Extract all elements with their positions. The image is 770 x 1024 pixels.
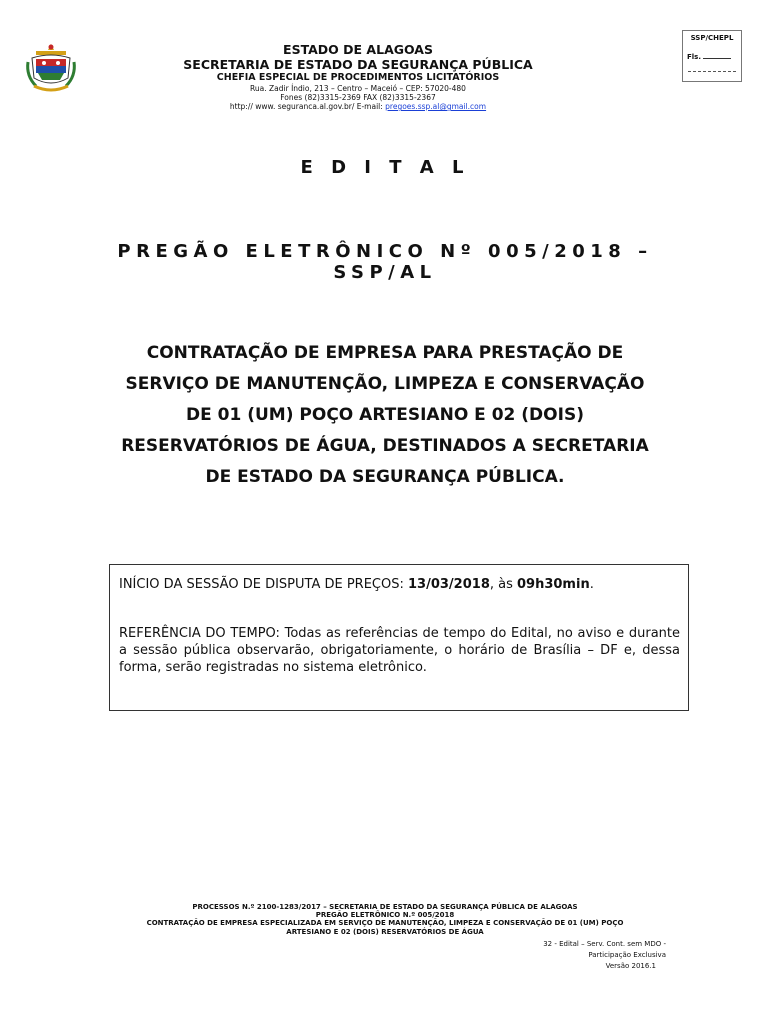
footer-pregao: PREGÃO ELETRÔNICO N.º 005/2018 — [315, 911, 455, 919]
pregao-title-line1: PREGÃO ELETRÔNICO Nº 005/2018 – — [117, 241, 653, 262]
session-start-label: INÍCIO DA SESSÃO DE DISPUTA DE PREÇOS: — [119, 577, 408, 592]
footer-version-line1: 32 - Edital – Serv. Cont. sem MDO - — [543, 940, 666, 948]
footer-version-line3: Versão 2016.1 — [605, 962, 656, 970]
header-phones: Fones (82)3315-2369 FAX (82)3315-2367 — [280, 93, 436, 102]
stamp-signature-line — [688, 71, 736, 72]
header-department: CHEFIA ESPECIAL DE PROCEDIMENTOS LICITATÓRIOS — [216, 72, 500, 83]
session-start-sep: , às — [489, 577, 517, 592]
footer-object-line2: ARTESIANO E 02 (DOIS) RESERVATÓRIOS DE ÁGUA — [286, 928, 484, 936]
stamp-fls-line — [703, 58, 731, 59]
session-start — [119, 577, 594, 592]
header-state: ESTADO DE ALAGOAS — [283, 42, 433, 57]
header-secretariat: SECRETARIA DE ESTADO DA SEGURANÇA PÚBLICA — [183, 57, 533, 72]
footer-object-line1: CONTRATAÇÃO DE EMPRESA ESPECIALIZADA EM SERVIÇO DE MANUTENÇÃO, LIMPEZA E CONSERVAÇÃO DE 01 (UM) POÇO — [146, 919, 624, 927]
state-coat-of-arms-logo — [24, 42, 78, 96]
object-line: DE ESTADO DA SEGURANÇA PÚBLICA. — [205, 467, 565, 487]
stamp-fls — [687, 53, 731, 61]
header-web-prefix: http:// www. seguranca.al.gov.br/ E-mail: — [229, 102, 386, 111]
footer-version-line2: Participação Exclusiva — [588, 951, 666, 959]
object-line: DE 01 (UM) POÇO ARTESIANO E 02 (DOIS) — [186, 405, 584, 425]
header-email-link[interactable]: pregoes.ssp.al@gmail.com — [385, 102, 487, 111]
header-address: Rua. Zadir Índio, 213 – Centro – Maceió – CEP: 57020-480 — [250, 84, 466, 93]
stamp-fls-label: Fls. — [687, 53, 702, 61]
object-line: RESERVATÓRIOS DE ÁGUA, DESTINADOS A SECRETARIA — [121, 436, 649, 456]
footer-process: PROCESSOS N.º 2100-1283/2017 – SECRETARIA DE ESTADO DA SEGURANÇA PÚBLICA DE ALAGOAS — [192, 903, 578, 911]
session-start-end: . — [589, 577, 594, 592]
session-start-date: 13/03/2018 — [408, 577, 490, 592]
stamp-title: SSP/CHEPL — [690, 34, 734, 42]
object-line: SERVIÇO DE MANUTENÇÃO, LIMPEZA E CONSERVAÇÃO — [125, 374, 645, 394]
protocol-stamp — [682, 30, 742, 82]
session-start-time: 09h30min — [517, 577, 590, 592]
document-title: E D I T A L — [300, 157, 470, 178]
time-reference-paragraph: REFERÊNCIA DO TEMPO: Todas as referências de tempo do Edital, no aviso e durante a sessão pública observarão, obrigatoriamente, o horário de Brasília – DF e, dessa forma, serão registradas no sistema eletrônico. — [119, 626, 680, 675]
object-line: CONTRATAÇÃO DE EMPRESA PARA PRESTAÇÃO DE — [146, 343, 624, 363]
header-web — [150, 102, 566, 111]
session-info-box — [109, 564, 689, 711]
pregao-title-line2: SSP/AL — [333, 262, 437, 283]
